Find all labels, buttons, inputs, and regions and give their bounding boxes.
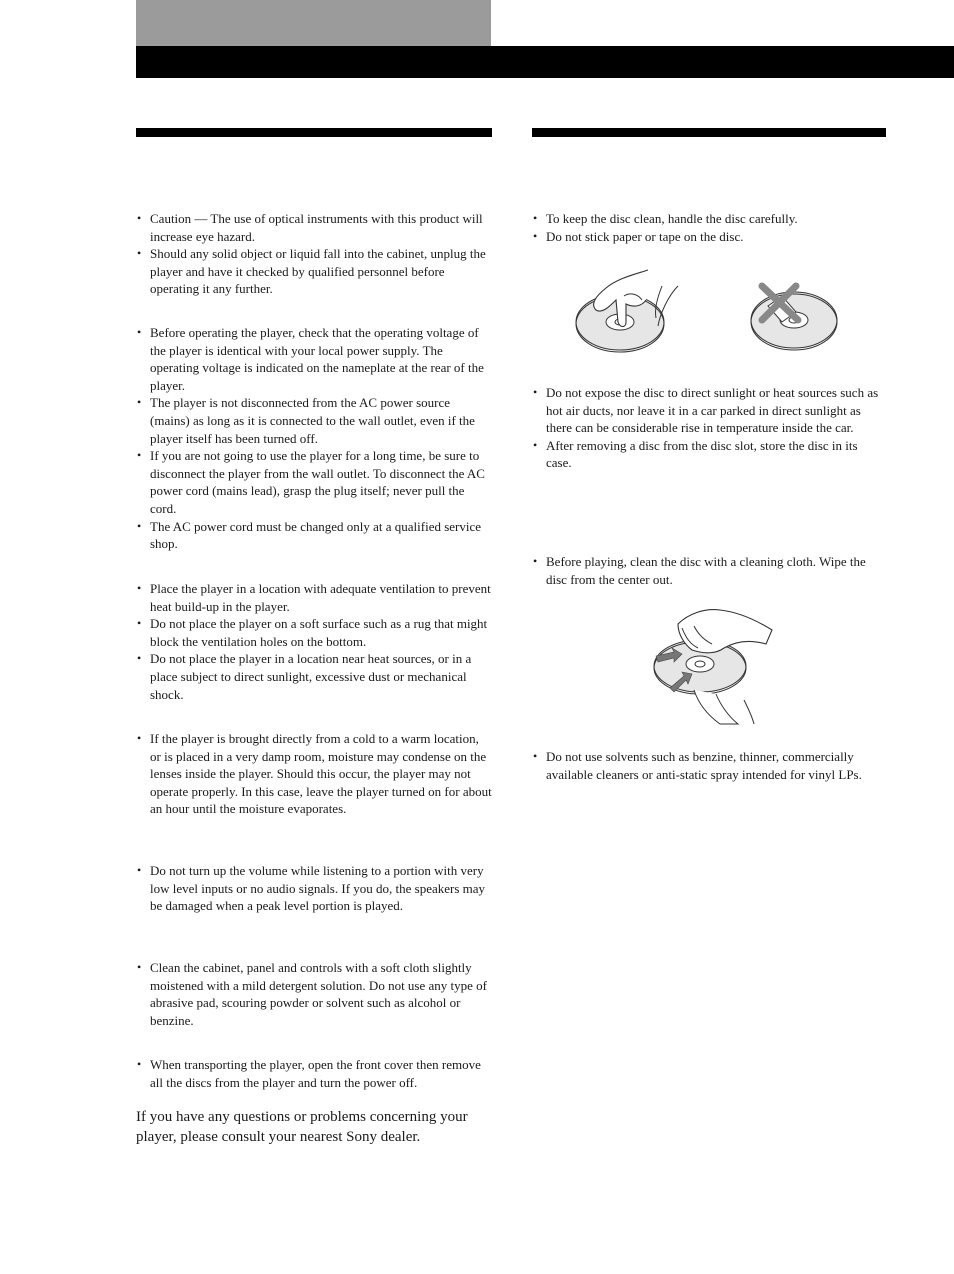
- placement-list: [136, 580, 492, 703]
- list-item: • Do not stick paper or tape on the disc.: [532, 228, 886, 246]
- solvents-list: [532, 748, 886, 783]
- list-item: • Do not use solvents such as benzine, thinner, commercially available cleaners or anti-static spray intended for vinyl LPs.: [532, 748, 886, 783]
- right-section-rule: [532, 128, 886, 137]
- closing-paragraph: If you have any questions or problems concerning your player, please consult your nearest Sony dealer.: [136, 1109, 468, 1145]
- list-item: • Clean the cabinet, panel and controls with a soft cloth slightly moistened with a mild detergent solution. Do not use any type of abrasive pad, scouring powder or solvent such as alcohol or benzine.: [136, 959, 492, 1029]
- list-item: • Do not turn up the volume while listening to a portion with very low level inputs or no audio signals. If you do, the speakers may be damaged when a peak level portion is played.: [136, 862, 492, 915]
- header-black-band: [136, 46, 954, 78]
- disc-storage-list: [532, 384, 886, 472]
- cleaning-cabinet-list: [136, 959, 492, 1029]
- header-gray-tab: [136, 0, 491, 46]
- left-section-rule: [136, 128, 492, 137]
- disc-cleaning-list: [532, 553, 886, 588]
- list-item: • After removing a disc from the disc slot, store the disc in its case.: [532, 437, 886, 472]
- list-item: • Do not place the player in a location near heat sources, or in a place subject to direct sunlight, excessive dust or mechanical shock.: [136, 650, 492, 703]
- list-item: • The AC power cord must be changed only at a qualified service shop.: [136, 518, 492, 553]
- list-item: • Caution — The use of optical instruments with this product will increase eye hazard.: [136, 210, 492, 245]
- volume-list: [136, 862, 492, 915]
- condensation-list: [136, 730, 492, 818]
- list-item: • If the player is brought directly from a cold to a warm location, or is placed in a very damp room, moisture may condense on the lenses inside the player. Should this occur, the player may not operate properly. In this case, leave the player turned on for about an hour until the moisture evaporates.: [136, 730, 492, 818]
- list-item: • If you are not going to use the player for a long time, be sure to disconnect the player from the wall outlet. To disconnect the AC power cord (mains lead), grasp the plug itself; never pull the cord.: [136, 447, 492, 517]
- disc-handling-list: [532, 210, 886, 245]
- list-item: • Before operating the player, check that the operating voltage of the player is identical with your local power supply. The operating voltage is indicated on the nameplate at the rear of the player.: [136, 324, 492, 394]
- disc-wiping-illustration: [648, 604, 776, 728]
- disc-holding-illustration: [572, 266, 684, 358]
- list-item: • To keep the disc clean, handle the disc carefully.: [532, 210, 886, 228]
- list-item: • Should any solid object or liquid fall into the cabinet, unplug the player and have it checked by qualified personnel before operating it any further.: [136, 245, 492, 298]
- list-item: • When transporting the player, open the front cover then remove all the discs from the player and turn the power off.: [136, 1056, 492, 1091]
- safety-list: [136, 210, 492, 298]
- list-item: • Do not expose the disc to direct sunlight or heat sources such as hot air ducts, nor leave it in a car parked in direct sunlight as there can be considerable rise in temperature inside the car.: [532, 384, 886, 437]
- list-item: • The player is not disconnected from the AC power source (mains) as long as it is connected to the wall outlet, even if the player itself has been turned off.: [136, 394, 492, 447]
- power-sources-list: [136, 324, 492, 553]
- list-item: • Do not place the player on a soft surface such as a rug that might block the ventilation holes on the bottom.: [136, 615, 492, 650]
- transporting-list: [136, 1056, 492, 1091]
- list-item: • Before playing, clean the disc with a cleaning cloth. Wipe the disc from the center out.: [532, 553, 886, 588]
- list-item: • Place the player in a location with adequate ventilation to prevent heat build-up in the player.: [136, 580, 492, 615]
- disc-no-tape-illustration: [748, 282, 840, 352]
